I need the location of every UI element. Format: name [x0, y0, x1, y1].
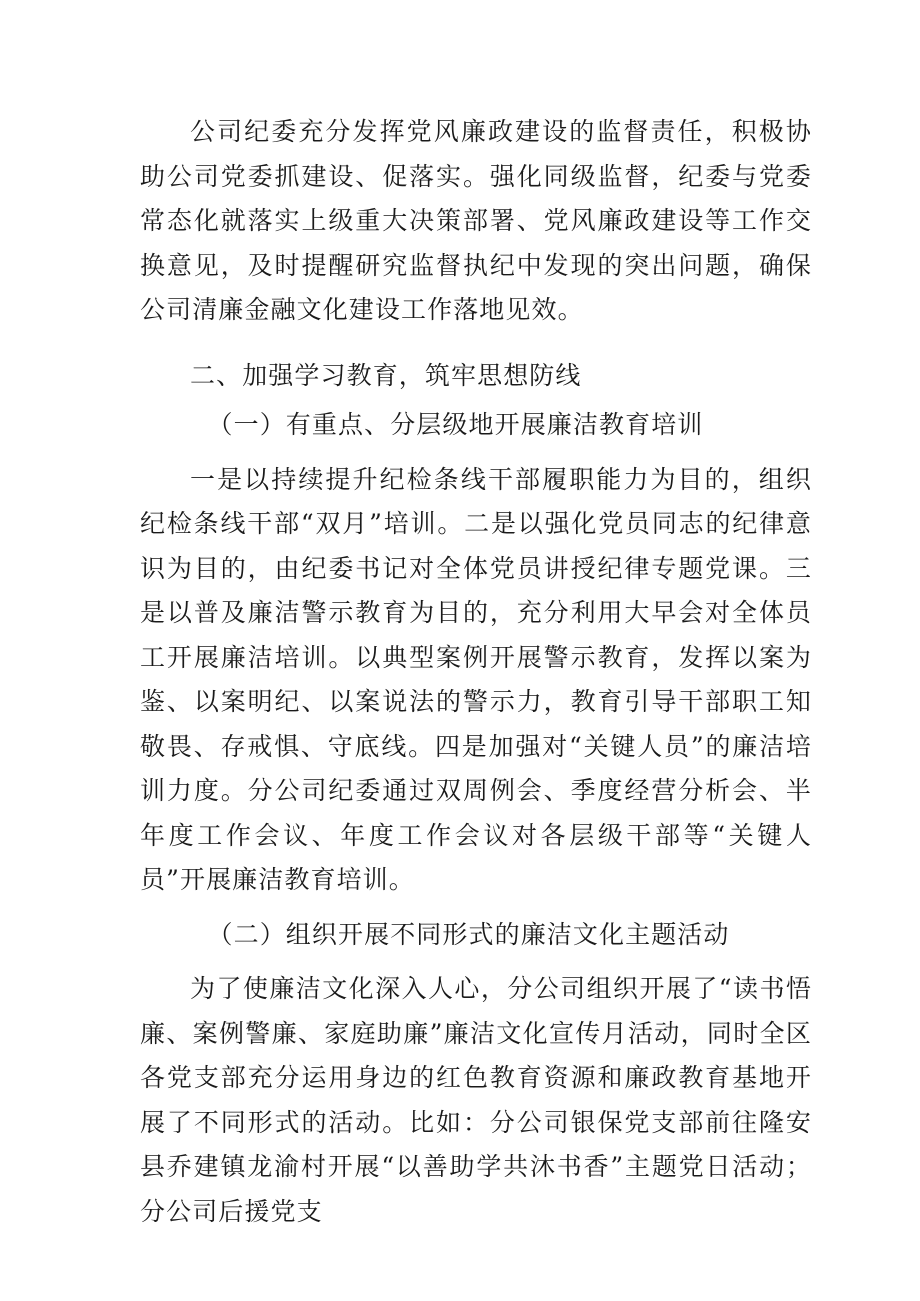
spacer — [140, 903, 812, 913]
document-body — [140, 110, 812, 1234]
spacer — [140, 333, 812, 354]
paragraph-activities: 为了使廉洁文化深入人心，分公司组织开展了“读书悟廉、案例警廉、家庭助廉”廉洁文化宣传月活动，同时全区各党支部充分运用身边的红色教育资源和廉政教育基地开展了不同形式的活动。比如：分公司银保党支部前往隆安县乔建镇龙渝村开展“以善助学共沐书香”主题党日活动；分公司后援党支 — [140, 974, 812, 1226]
subsection-heading-1: （一）有重点、分层级地开展廉洁教育培训 — [207, 410, 704, 439]
section-heading-2: 二、加强学习教育，筑牢思想防线 — [190, 360, 582, 390]
spacer — [140, 957, 812, 967]
paragraph-training: 一是以持续提升纪检条线干部履职能力为目的，组织纪检条线干部“双月”培训。二是以强化党员同志的纪律意识为目的，由纪委书记对全体党员讲授纪律专题党课。三是以普及廉洁警示教育为目的，充分利用大早会对全体员工开展廉洁培训。以典型案例开展警示教育，发挥以案为鉴、以案明纪、以案说法的警示力，教育引导干部职工知敬畏、存戒惧、守底线。四是加强对“关键人员”的廉洁培训力度。分公司纪委通过双周例会、季度经营分析会、半年度工作会议、年度工作会议对各层级干部等“关键人员”开展廉洁教育培训。 — [140, 464, 812, 894]
spacer — [140, 448, 812, 458]
subsection-heading-2: （二）组织开展不同形式的廉洁文化主题活动 — [207, 919, 730, 949]
paragraph-supervision: 公司纪委充分发挥党风廉政建设的监督责任，积极协助公司党委抓建设、促落实。强化同级监督，纪委与党委常态化就落实上级重大决策部署、党风廉政建设等工作交换意见，及时提醒研究监督执纪中发现的突出问题，确保公司清廉金融文化建设工作落地见效。 — [140, 117, 812, 324]
